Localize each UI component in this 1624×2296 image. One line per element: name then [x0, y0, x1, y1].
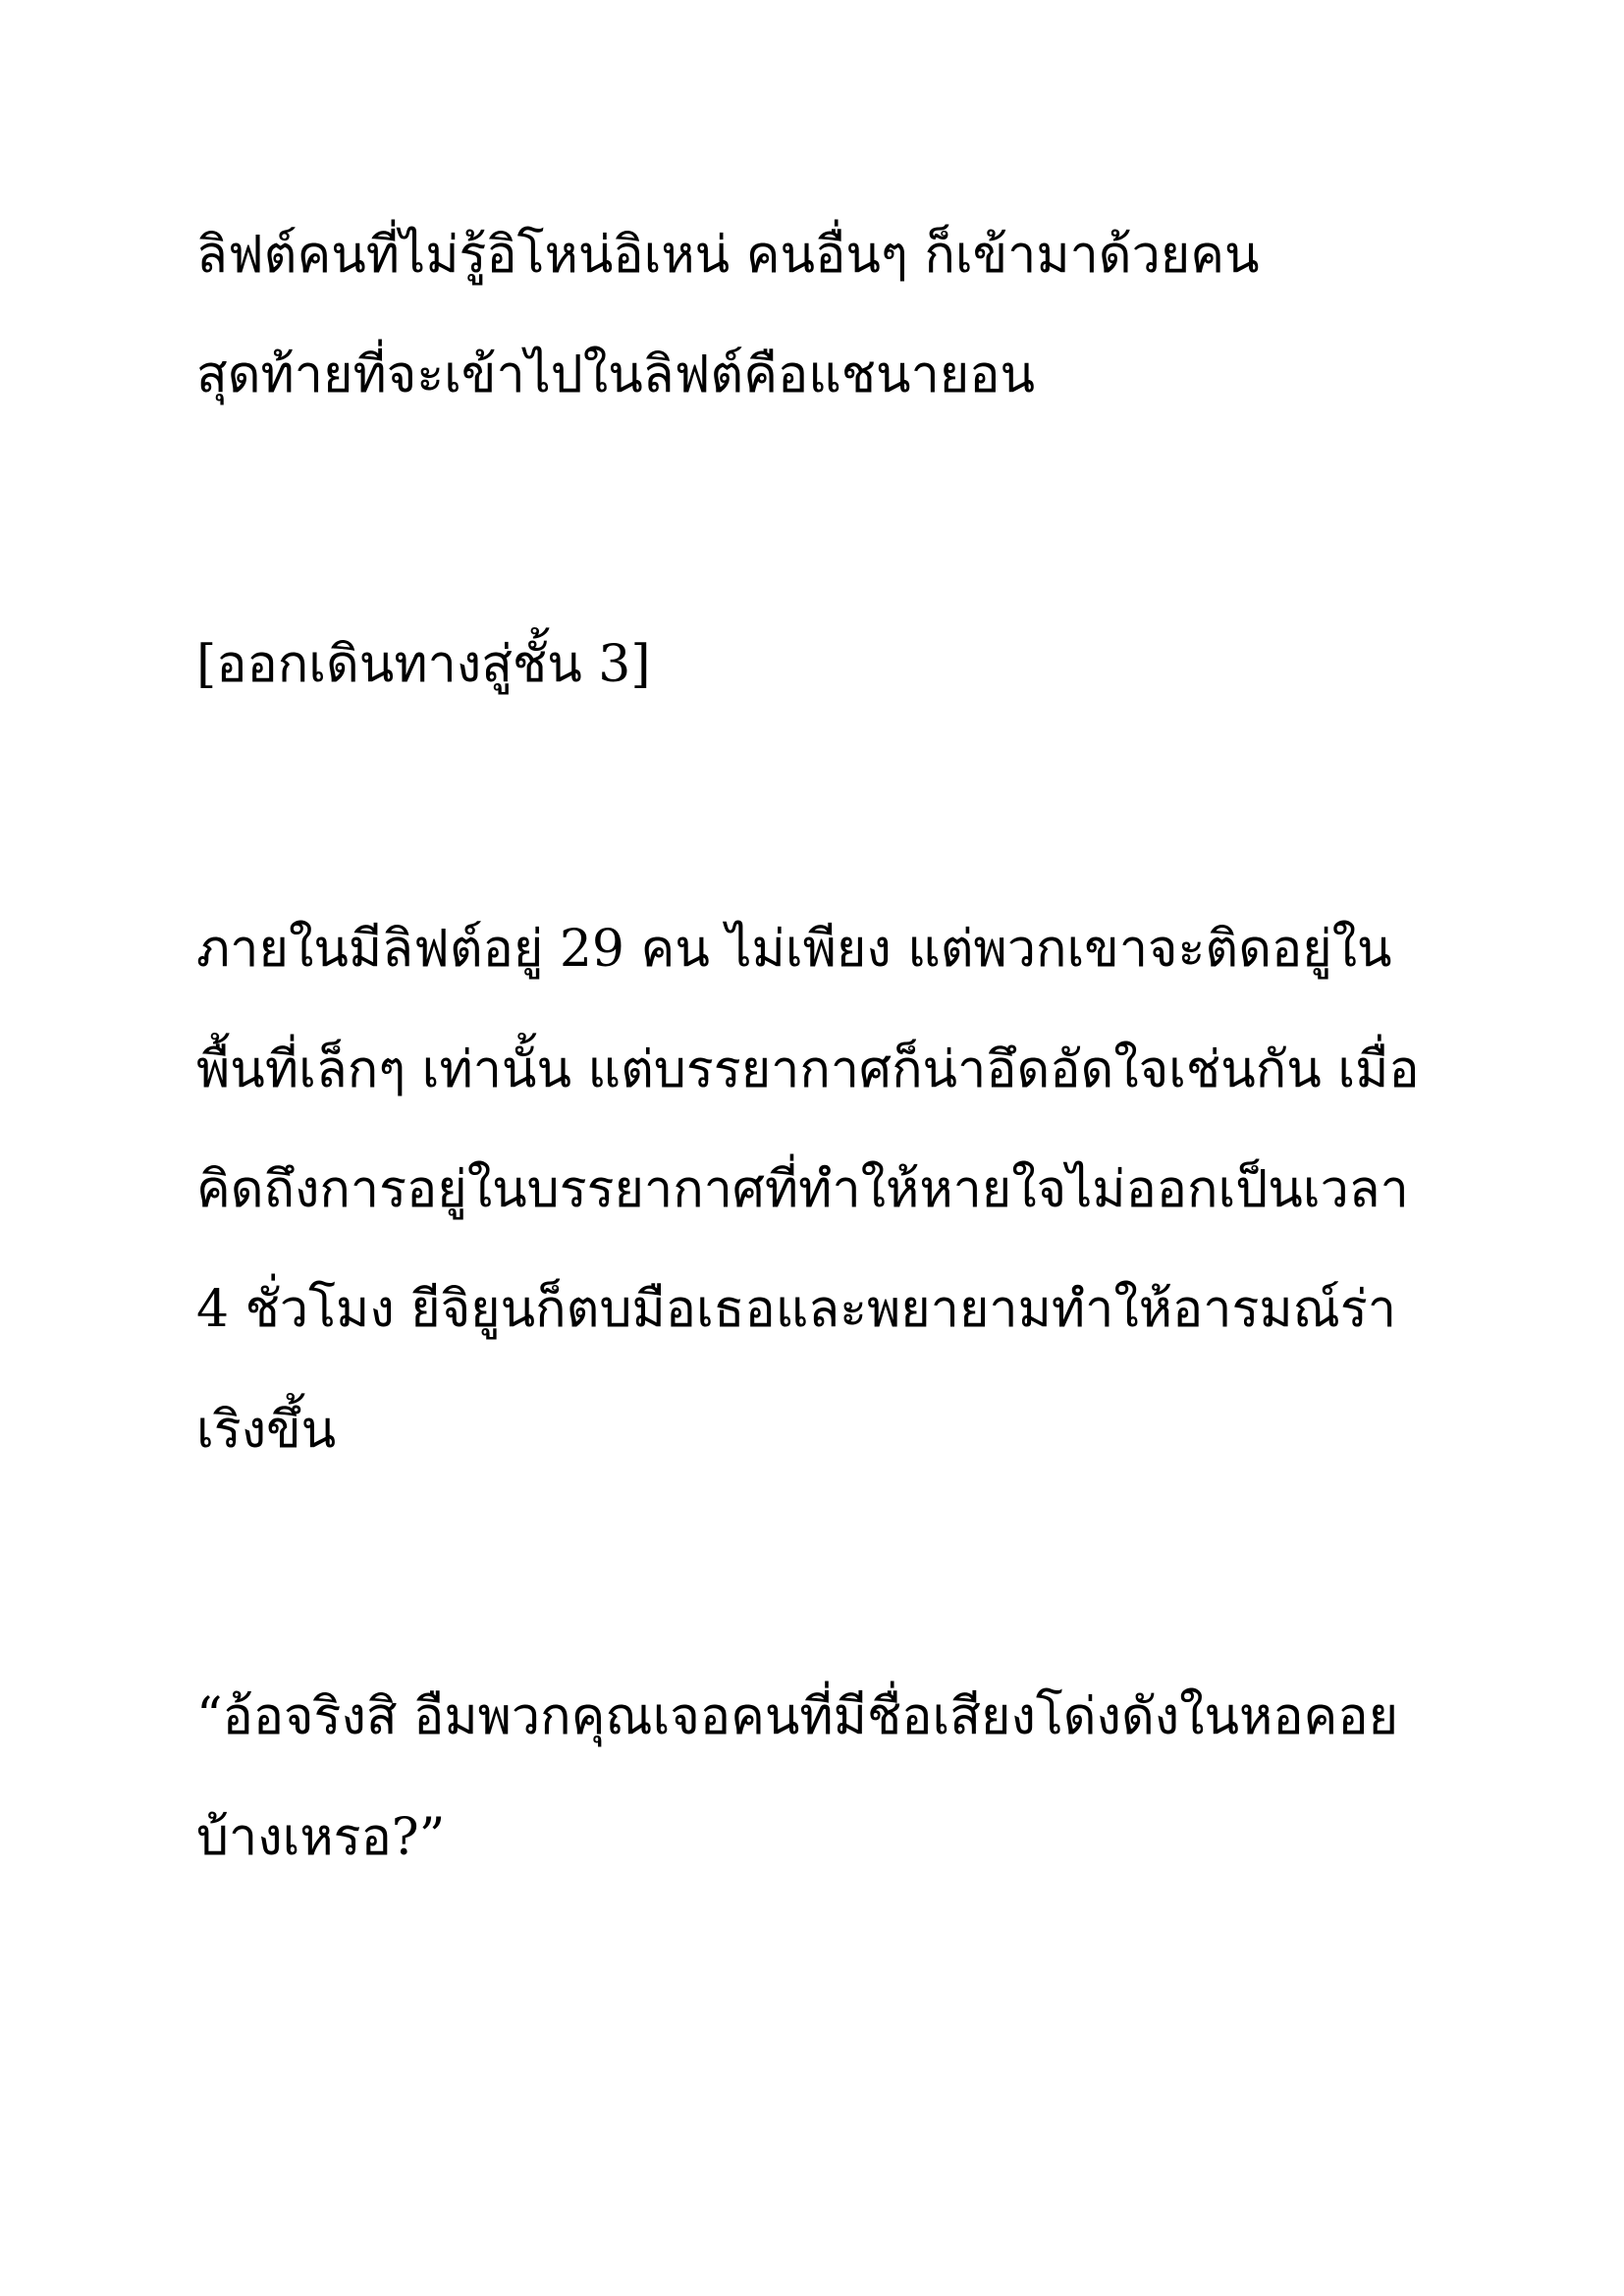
dialogue-line-1: “อ้อจริงสิ อืมพวกคุณเจอคนที่มีชื่อเสียงโด่งดังในหอคอย — [196, 1687, 1399, 1746]
paragraph-2-line-5: เริงขึ้น — [196, 1401, 337, 1460]
dialogue-line-2: บ้างเหรอ?” — [196, 1808, 446, 1867]
paragraph-2-line-4: 4 ชั่วโมง ยีจิยูนก็ตบมือเธอและพยายามทำให้อารมณ์ร่า — [196, 1280, 1397, 1339]
scene-heading: [ออกเดินทางสู่ชั้น 3] — [196, 635, 651, 694]
paragraph-1-line-2: สุดท้ายที่จะเข้าไปในลิฟต์คือแชนายอน — [196, 346, 1036, 404]
paragraph-2-line-1: ภายในมีลิฟต์อยู่ 29 คน ไม่เพียง แต่พวกเขาจะติดอยู่ใน — [196, 920, 1392, 979]
paragraph-1-line-1: ลิฟต์คนที่ไม่รู้อิโหน่อิเหน่ คนอื่นๆ ก็เข้ามาด้วยคน — [196, 226, 1260, 285]
paragraph-2-line-2: พื้นที่เล็กๆ เท่านั้น แต่บรรยากาศก็น่าอึดอัดใจเช่นกัน เมื่อ — [196, 1041, 1420, 1099]
paragraph-2-line-3: คิดถึงการอยู่ในบรรยากาศที่ทำให้หายใจไม่ออกเป็นเวลา — [196, 1160, 1409, 1219]
